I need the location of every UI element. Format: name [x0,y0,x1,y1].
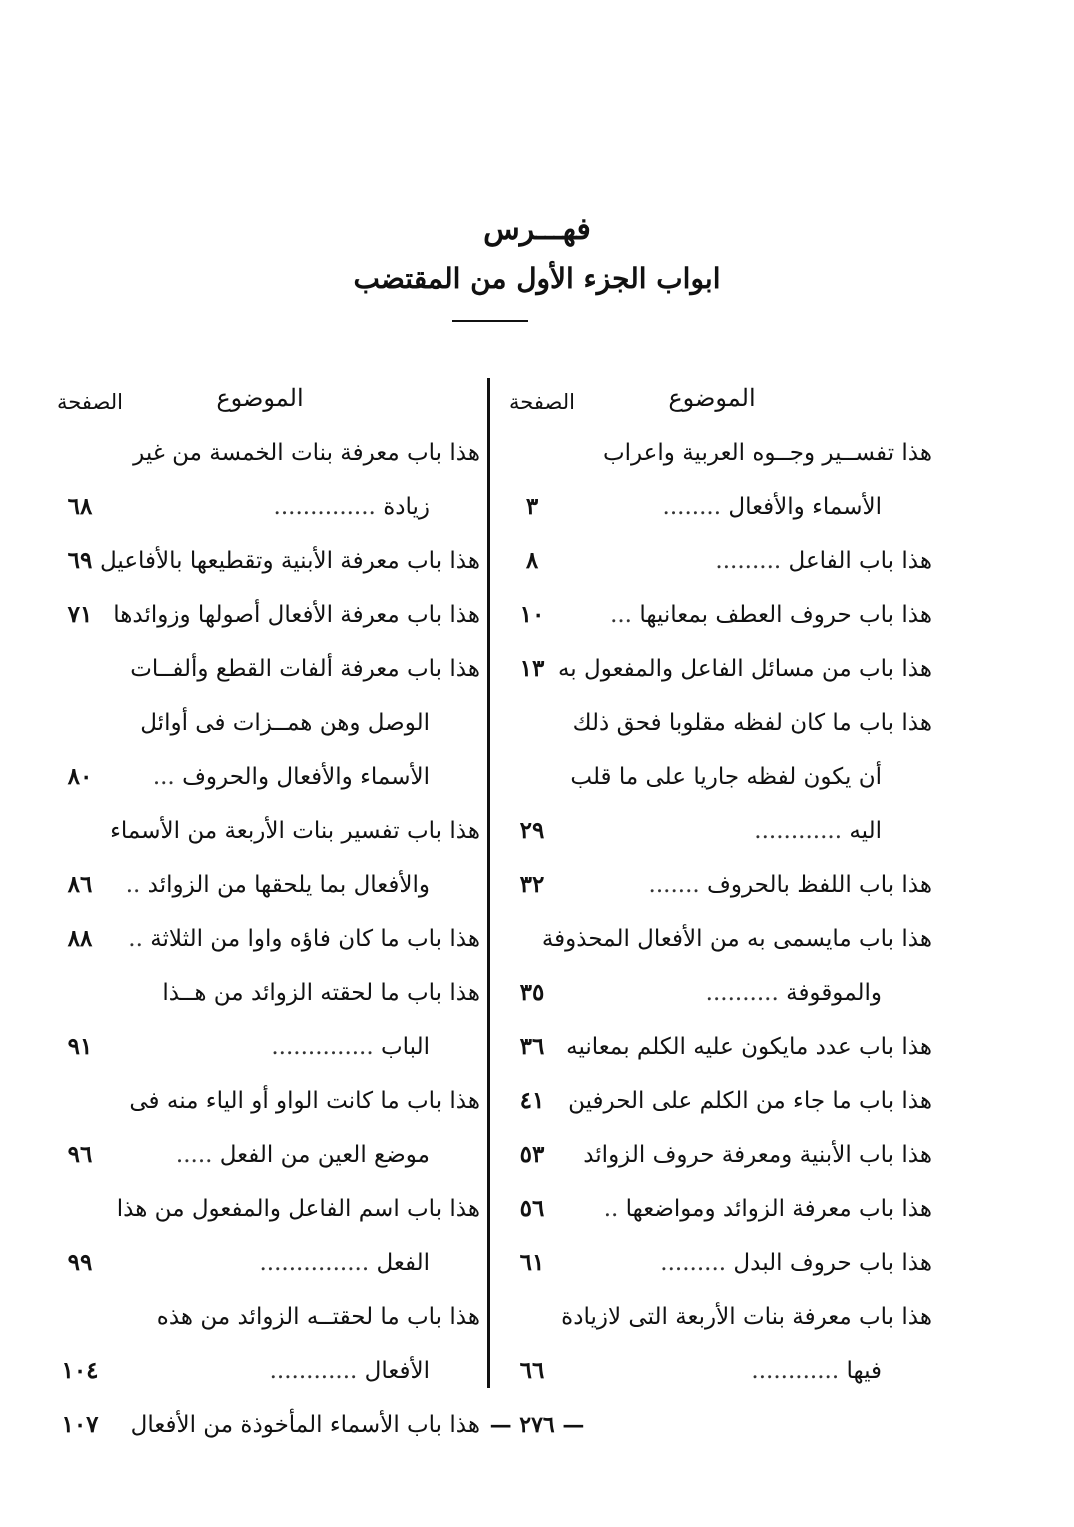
entry-page-number: ١٣ [519,655,545,682]
entry-text: هذا باب معرفة الأبنية وتقطيعها بالأفاعيل [99,548,480,574]
toc-entry-line [497,1074,932,1128]
entry-title [130,750,430,804]
entry-text: هذا باب عدد مايكون عليه الكلم بمعانيه [566,1034,932,1060]
entry-title [130,1074,480,1128]
entry-page-number: ٩٦ [67,1141,93,1168]
entry-page-number: ٦١ [519,1249,545,1276]
toc-entry-line [497,426,932,480]
topic-header: الموضوع [668,384,756,412]
entry-title [557,642,932,696]
toc-entry-line [45,1236,480,1290]
entry-page-number: ٨٦ [67,871,93,898]
entry-title [99,534,480,588]
toc-entry-line [497,1236,932,1290]
entry-page-number: ٦٩ [67,547,93,574]
entry-text: هذا باب ما جاء من الكلم على الحرفين [568,1088,932,1114]
entry-text: هذا باب ما كان فاؤه واوا من الثلاثة [150,926,480,952]
entry-title [130,480,430,534]
entry-title [570,750,882,804]
entry-text: اليه [849,818,882,844]
entry-text: الأسماء والأفعال [728,494,882,520]
entry-title [541,912,932,966]
entry-text: هذا باب الفاعل [788,548,932,574]
dot-leader: ......... [715,548,782,574]
entry-title [566,1020,932,1074]
entry-title [582,534,932,588]
entry-text: هذا تفســير وجــوه العربية واعراب [602,440,932,466]
entry-title [582,1128,932,1182]
entry-text: الفعل [376,1250,430,1276]
entry-page-number: ١٠٧ [61,1411,99,1438]
toc-entry-line [45,1182,480,1236]
dot-leader: ............ [754,818,843,844]
entry-title [582,426,932,480]
toc-entry-line [497,1020,932,1074]
entry-text: هذا باب معرفة الأفعال أصولها وزوائدها [113,602,480,628]
dot-leader: ... [610,602,632,628]
entry-title [125,858,430,912]
column-header [45,380,480,426]
entry-title [130,426,480,480]
entry-text: هذا باب الأبنية ومعرفة حروف الزوائد [583,1142,932,1168]
toc-entry-line [497,588,932,642]
toc-entry-line [497,696,932,750]
page-header: الصفحة [509,390,575,414]
entry-text: موضع العين من الفعل [219,1142,430,1168]
entry-text: والأفعال بما يلحقها من الزوائد [147,872,430,898]
entry-title [582,858,932,912]
dot-leader: ............ [269,1358,358,1384]
dot-leader: .......... [705,980,779,1006]
toc-entry-line [497,912,932,966]
entry-text: هذا باب ما لحقته الزوائد من هــذا [162,980,480,1006]
dot-leader: ... [152,764,175,790]
entry-page-number: ٦٨ [67,493,93,520]
entry-text: زيادة [383,494,430,520]
dot-leader: ....... [648,872,700,898]
entry-page-number: ١٠ [519,601,545,628]
entry-title [116,1182,480,1236]
toc-entry-line [497,750,932,804]
entry-text: هذا باب ما لحقتــه الزوائد من هذه [156,1304,480,1330]
entry-title [572,696,932,750]
entry-text: هذا باب تفسير بنات الأربعة من الأسماء [110,818,480,844]
entry-title [582,1344,882,1398]
entry-text: فيها [846,1358,882,1384]
entry-text: الباب [381,1034,430,1060]
entry-page-number: ٣٢ [519,871,545,898]
entry-page-number: ٣ [525,493,539,520]
toc-entry-line [45,1344,480,1398]
entry-page-number: ٨٨ [67,925,93,952]
toc-entry-line [45,696,480,750]
column-divider [487,378,490,1388]
entry-title [582,1236,932,1290]
entry-text: هذا باب معرفة بنات الخمسة من غير [133,440,480,466]
entry-text: هذا باب من مسائل الفاعل والمفعول به [557,656,932,682]
toc-entry-line [497,966,932,1020]
toc-entry-line [497,1182,932,1236]
entry-title [130,1236,430,1290]
toc-entry-line [497,1344,932,1398]
toc-entries [45,426,480,1452]
entry-text: الأسماء والأفعال والحروف [182,764,430,790]
entry-text: والموقوفة [786,980,882,1006]
entry-text: هذا باب الأسماء المأخوذة من الأفعال [130,1412,480,1438]
toc-entries [497,426,932,1398]
toc-entry-line [45,1020,480,1074]
entry-title [582,1182,932,1236]
entry-text: هذا باب معرفة بنات الأربعة التى لازيادة [561,1304,932,1330]
toc-right-column [497,380,932,1398]
toc-entry-line [497,858,932,912]
toc-entry-line [45,1128,480,1182]
entry-page-number: ٤١ [519,1087,545,1114]
entry-page-number: ٨ [525,547,539,574]
column-header [497,380,932,426]
entry-title [130,1020,430,1074]
dot-leader: ......... [660,1250,727,1276]
toc-entry-line [45,966,480,1020]
entry-title [582,588,932,642]
dot-leader: .. [128,926,143,952]
entry-title [130,642,480,696]
entry-title [561,1290,932,1344]
entry-text: هذا باب معرفة ألفات القطع وألفــات [130,656,480,682]
dot-leader: ..... [175,1142,213,1168]
entry-title [130,912,480,966]
entry-text: الأفعال [364,1358,430,1384]
page-subtitle: ابواب الجزء الأول من المقتضب [353,262,721,295]
toc-entry-line [45,642,480,696]
entry-text: هذا باب ما كان لفظه مقلوبا فحق ذلك [572,710,932,736]
entry-page-number: ١٠٤ [61,1357,99,1384]
entry-title [130,1344,430,1398]
dot-leader: ............ [751,1358,840,1384]
entry-title [130,1128,430,1182]
entry-text: هذا باب حروف البدل [733,1250,932,1276]
entry-page-number: ٢٩ [519,817,545,844]
entry-title [113,588,480,642]
entry-text: الوصل وهن همــزات فى أوائل [140,710,430,736]
toc-entry-line [497,480,932,534]
entry-page-number: ٣٥ [519,979,545,1006]
entry-title [582,480,882,534]
toc-entry-line [45,480,480,534]
entry-title [130,696,430,750]
entry-text: هذا باب اسم الفاعل والمفعول من هذا [116,1196,480,1222]
entry-page-number: ٥٣ [519,1141,545,1168]
entry-text: أن يكون لفظه جاريا على ما قلب [570,764,882,790]
toc-entry-line [497,1290,932,1344]
entry-page-number: ٨٠ [67,763,93,790]
toc-left-column [45,380,480,1452]
entry-title [568,1074,932,1128]
toc-entry-line [497,642,932,696]
entry-title [130,1290,480,1344]
entry-text: هذا باب مايسمى به من الأفعال المحذوفة [541,926,932,952]
toc-entry-line [45,858,480,912]
toc-entry-line [497,534,932,588]
entry-page-number: ٩٩ [67,1249,93,1276]
entry-title [582,966,882,1020]
dot-leader: ............... [259,1250,370,1276]
toc-entry-line [45,804,480,858]
page-title: فهـــرس [483,212,591,247]
entry-page-number: ٣٦ [519,1033,545,1060]
page-number: — ٢٧٦ — [489,1412,585,1438]
toc-entry-line [497,804,932,858]
entry-title [110,804,480,858]
entry-text: هذا باب حروف العطف بمعانيها [639,602,932,628]
page-header: الصفحة [57,390,123,414]
entry-page-number: ٦٦ [519,1357,545,1384]
toc-entry-line [45,1074,480,1128]
dot-leader: .. [125,872,141,898]
entry-page-number: ٩١ [67,1033,93,1060]
entry-title [130,966,480,1020]
toc-entry-line [45,534,480,588]
entry-title [582,804,882,858]
dot-leader: .............. [271,1034,374,1060]
entry-text: هذا باب معرفة الزوائد ومواضعها [625,1196,932,1222]
entry-text: هذا باب اللفظ بالحروف [707,872,932,898]
entry-text: هذا باب ما كانت الواو أو الياء منه فى [129,1088,480,1114]
entry-page-number: ٥٦ [519,1195,545,1222]
toc-entry-line [45,750,480,804]
toc-entry-line [497,1128,932,1182]
dot-leader: .............. [273,494,376,520]
toc-entry-line [45,912,480,966]
entry-page-number: ٧١ [67,601,93,628]
dot-leader: .. [603,1196,619,1222]
dot-leader: ........ [662,494,722,520]
title-rule [452,320,528,322]
toc-entry-line [45,426,480,480]
toc-entry-line [45,588,480,642]
topic-header: الموضوع [216,384,304,412]
toc-entry-line [45,1290,480,1344]
